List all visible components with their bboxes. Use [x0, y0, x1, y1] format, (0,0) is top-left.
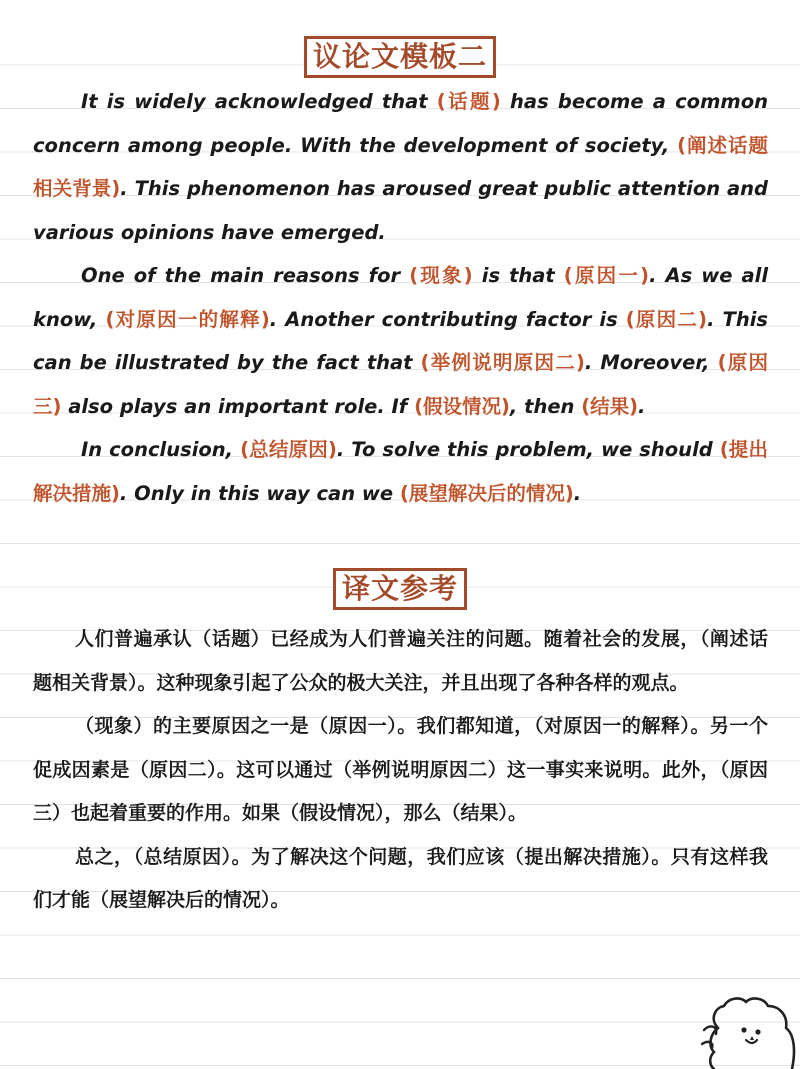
body-text: .	[573, 481, 582, 505]
body-text: . This can be illustrated by the fact that	[33, 307, 769, 374]
body-text: In conclusion,	[81, 438, 241, 461]
placeholder-text: (话题)	[436, 90, 501, 113]
chinese-paragraph-3: 总之，（总结原因）。为了解决这个问题，我们应该（提出解决措施）。只有这样我们才能（展望解决后的情况）。	[33, 845, 768, 911]
placeholder-text: (展望解决后的情况)	[399, 481, 574, 505]
english-template	[33, 80, 768, 515]
body-text: It is widely acknowledged that	[81, 90, 437, 113]
placeholder-text: (提出解决措施)	[33, 438, 769, 505]
placeholder-text: (举例说明原因二)	[420, 351, 585, 374]
template-title-text: 议论文模板二	[304, 36, 496, 78]
chinese-paragraph-2: （现象）的主要原因之一是（原因一）。我们都知道，（对原因一的解释）。另一个促成因素是（原因二）。这可以通过（举例说明原因二）这一事实来说明。此外，（原因三）也起着重要的作用。如果（假设情况），那么（结果）。	[33, 715, 768, 824]
placeholder-text: (总结原因)	[240, 438, 337, 461]
placeholder-text: (结果)	[581, 394, 639, 418]
body-text: . This phenomenon has aroused great public attention and various opinions have emerged.	[33, 177, 768, 244]
body-text: is that	[472, 264, 564, 287]
placeholder-text: (对原因一的解释)	[105, 307, 270, 331]
body-text: , then	[509, 394, 582, 418]
english-paragraph-1	[33, 80, 768, 254]
placeholder-text: (原因三)	[33, 351, 768, 418]
body-text: has become a common concern among people. With the development of society,	[33, 90, 768, 157]
body-text: . Only in this way can we	[119, 481, 400, 505]
bear-doodle-icon	[700, 990, 800, 1069]
body-text: . As we all know,	[33, 264, 769, 331]
placeholder-text: (假设情况)	[414, 394, 510, 418]
body-text: One of the main reasons for	[81, 264, 410, 287]
placeholder-text: (原因二)	[625, 307, 708, 331]
placeholder-text: (原因一)	[563, 264, 650, 287]
body-text: also plays an important role. If	[61, 394, 415, 418]
english-paragraph-3	[33, 428, 768, 515]
body-text: .	[638, 394, 646, 418]
translation-title-text: 译文参考	[333, 568, 467, 610]
body-text: . Another contributing factor is	[269, 307, 626, 331]
placeholder-text: (现象)	[409, 264, 473, 287]
chinese-translation	[33, 618, 768, 923]
translation-title	[0, 568, 800, 610]
body-text: . To solve this problem, we should	[336, 438, 720, 461]
chinese-paragraph-1: 人们普遍承认（话题）已经成为人们普遍关注的问题。随着社会的发展，（阐述话题相关背景）。这种现象引起了公众的极大关注，并且出现了各种各样的观点。	[33, 628, 768, 694]
template-title	[0, 36, 800, 78]
english-paragraph-2	[33, 254, 768, 428]
body-text: . Moreover,	[584, 351, 718, 374]
placeholder-text: (阐述话题相关背景)	[33, 133, 768, 200]
